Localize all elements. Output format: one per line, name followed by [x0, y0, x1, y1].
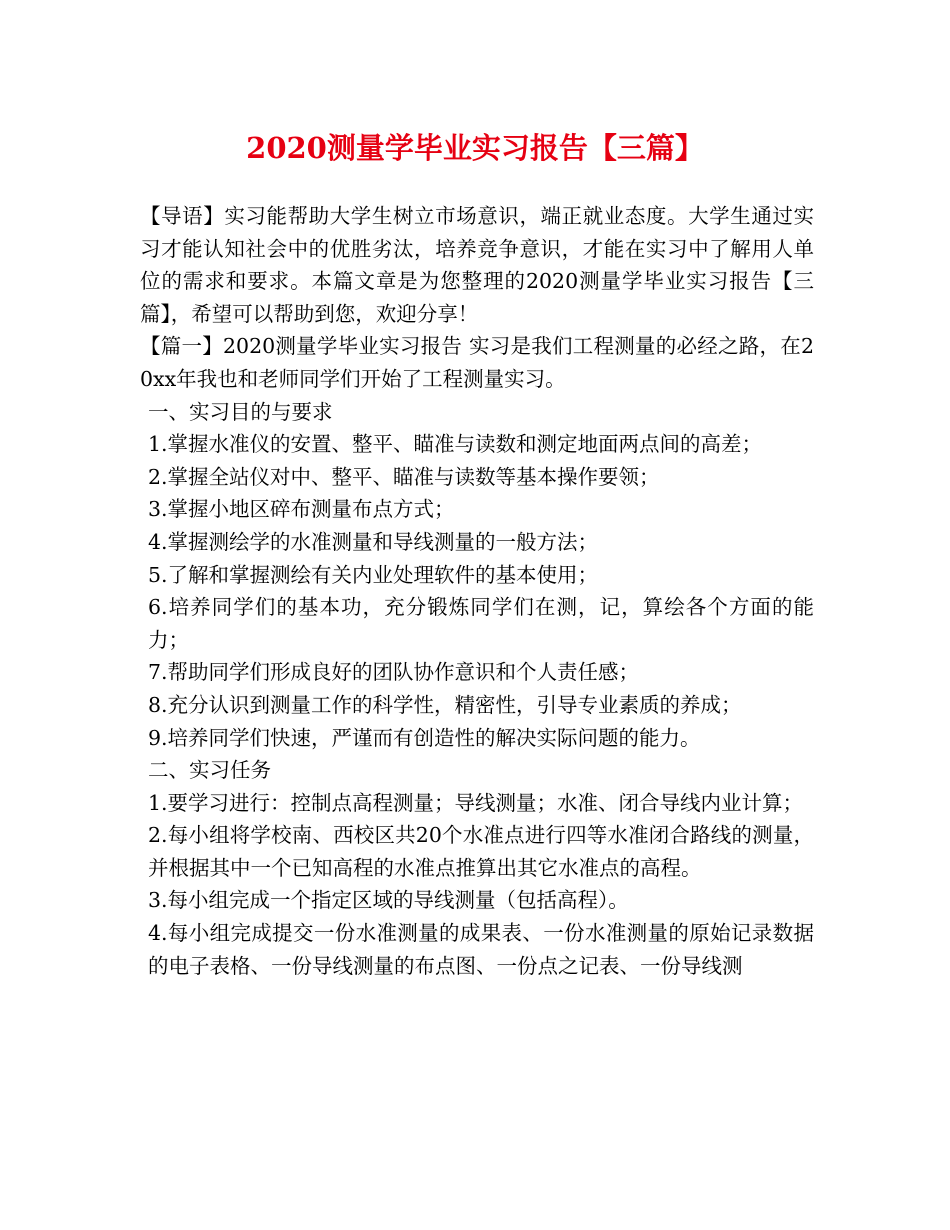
intro-paragraph: 【导语】实习能帮助大学生树立市场意识，端正就业态度。大学生通过实习才能认知社会中的优胜劣汰，培养竞争意识，才能在实习中了解用人单位的需求和要求。本篇文章是为您整理的2020测量学毕业实习报告【三篇】，希望可以帮助到您，欢迎分享！ — [140, 204, 814, 326]
list-item: 4.每小组完成提交一份水准测量的成果表、一份水准测量的原始记录数据的电子表格、一份导线测量的布点图、一份点之记表、一份导线测 — [148, 921, 814, 978]
document-body — [140, 200, 814, 982]
list-item: 5.了解和掌握测绘有关内业处理软件的基本使用； — [148, 562, 599, 587]
list-item: 2.每小组将学校南、西校区共20个水准点进行四等水准闭合路线的测量，并根据其中一个已知高程的水准点推算出其它水准点的高程。 — [148, 823, 814, 880]
list-item: 1.掌握水准仪的安置、整平、瞄准与读数和测定地面两点间的高差； — [148, 432, 763, 457]
list-item: 6.培养同学们的基本功，充分锻炼同学们在测，记，算绘各个方面的能力； — [148, 595, 814, 652]
list-item: 8.充分认识到测量工作的科学性，精密性，引导专业素质的养成； — [148, 692, 742, 717]
document-title: 2020测量学毕业实习报告【三篇】 — [246, 131, 704, 165]
list-item: 3.每小组完成一个指定区域的导线测量（包括高程）。 — [148, 888, 629, 913]
section-heading-purpose: 一、实习目的与要求 — [148, 399, 333, 424]
list-item: 4.掌握测绘学的水准测量和导线测量的一般方法； — [148, 529, 599, 554]
list-item: 2.掌握全站仪对中、整平、瞄准与读数等基本操作要领； — [148, 464, 660, 489]
list-item: 9.培养同学们快速，严谨而有创造性的解决实际问题的能力。 — [148, 725, 701, 750]
list-item: 3.掌握小地区碎布测量布点方式； — [148, 497, 455, 522]
section-heading-tasks: 二、实习任务 — [148, 758, 271, 783]
list-item: 1.要学习进行：控制点高程测量；导线测量；水准、闭合导线内业计算； — [148, 790, 804, 815]
part-one-paragraph: 【篇一】2020测量学毕业实习报告 实习是我们工程测量的必经之路，在20xx年我也和老师同学们开始了工程测量实习。 — [140, 334, 814, 391]
list-item: 7.帮助同学们形成良好的团队协作意识和个人责任感； — [148, 660, 640, 685]
